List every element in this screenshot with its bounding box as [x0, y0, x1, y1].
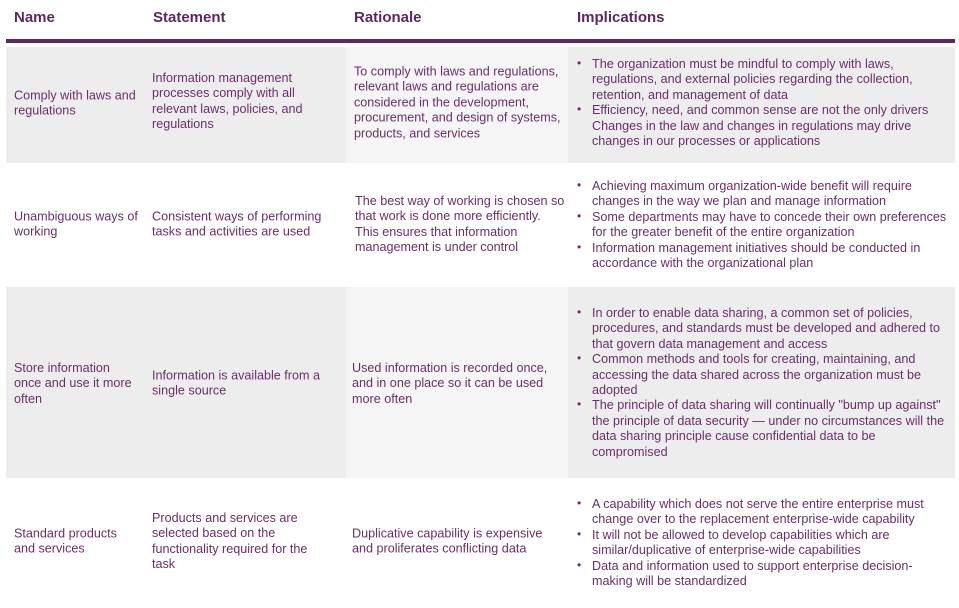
- list-item: • Some departments may have to concede their own preferences for the greater benefit of the entire organization: [576, 210, 952, 241]
- table-row: [6, 167, 955, 283]
- table-header: [6, 0, 955, 43]
- list-item: • Data and information used to support enterprise decision-making will be standardized: [576, 558, 952, 589]
- table-row: [6, 47, 955, 163]
- list-item: • Information management initiatives should be conducted in accordance with the organizational plan: [576, 240, 952, 271]
- row-rationale: Duplicative capability is expensive and proliferates conflicting data: [352, 526, 543, 556]
- list-item: • Common methods and tools for creating, maintaining, and accessing the data shared across the organization must be adopted: [576, 352, 952, 398]
- row-implications: [576, 306, 952, 460]
- row-rationale: To comply with laws and regulations, relevant laws and regulations are considered in the development, procurement, and design of systems, products, and services: [354, 64, 561, 141]
- table-row: [6, 482, 955, 608]
- row-name: Standard products and services: [14, 526, 117, 556]
- list-item: • It will not be allowed to develop capabilities which are similar/duplicative of enterprise-wide capabilities: [576, 528, 952, 559]
- header-rationale: Rationale: [354, 9, 422, 26]
- row-statement: Consistent ways of performing tasks and activities are used: [152, 209, 322, 239]
- header-name: Name: [14, 9, 55, 26]
- row-implications: [576, 57, 952, 149]
- list-item: • In order to enable data sharing, a common set of policies, procedures, and standards must be developed and adhered to that govern data management and access: [576, 306, 952, 352]
- list-item: • The principle of data sharing will continually "bump up against" the principle of data security — under no circumstances will the data sharing principle cause confidential data to be compromised: [576, 398, 952, 460]
- row-implications: [576, 497, 952, 589]
- list-item: • A capability which does not serve the entire enterprise must change over to the replacement enterprise-wide capability: [576, 497, 952, 528]
- row-name: Store information once and use it more often: [14, 360, 132, 406]
- row-name: Comply with laws and regulations: [14, 88, 136, 118]
- header-statement: Statement: [153, 9, 226, 26]
- header-implications: Implications: [577, 9, 665, 26]
- list-item: • Efficiency, need, and common sense are not the only drivers Changes in the law and changes in regulations may drive changes in our processes or applications: [576, 103, 952, 149]
- list-item: • Achieving maximum organization-wide benefit will require changes in the way we plan and manage information: [576, 179, 952, 210]
- row-rationale: The best way of working is chosen so that work is done more efficiently. This ensures that information management is under control: [355, 194, 565, 255]
- row-name: Unambiguous ways of working: [14, 209, 138, 239]
- row-implications: [576, 179, 952, 271]
- list-item: • The organization must be mindful to comply with laws, regulations, and external policies regarding the collection, retention, and management of data: [576, 57, 952, 103]
- row-statement: Information management processes comply with all relevant laws, policies, and regulations: [152, 71, 303, 132]
- table-row: [6, 287, 955, 478]
- row-rationale: Used information is recorded once, and in one place so it can be used more often: [352, 360, 548, 406]
- row-statement: Products and services are selected based on the functionality required for the task: [152, 511, 308, 572]
- row-statement: Information is available from a single source: [152, 368, 320, 398]
